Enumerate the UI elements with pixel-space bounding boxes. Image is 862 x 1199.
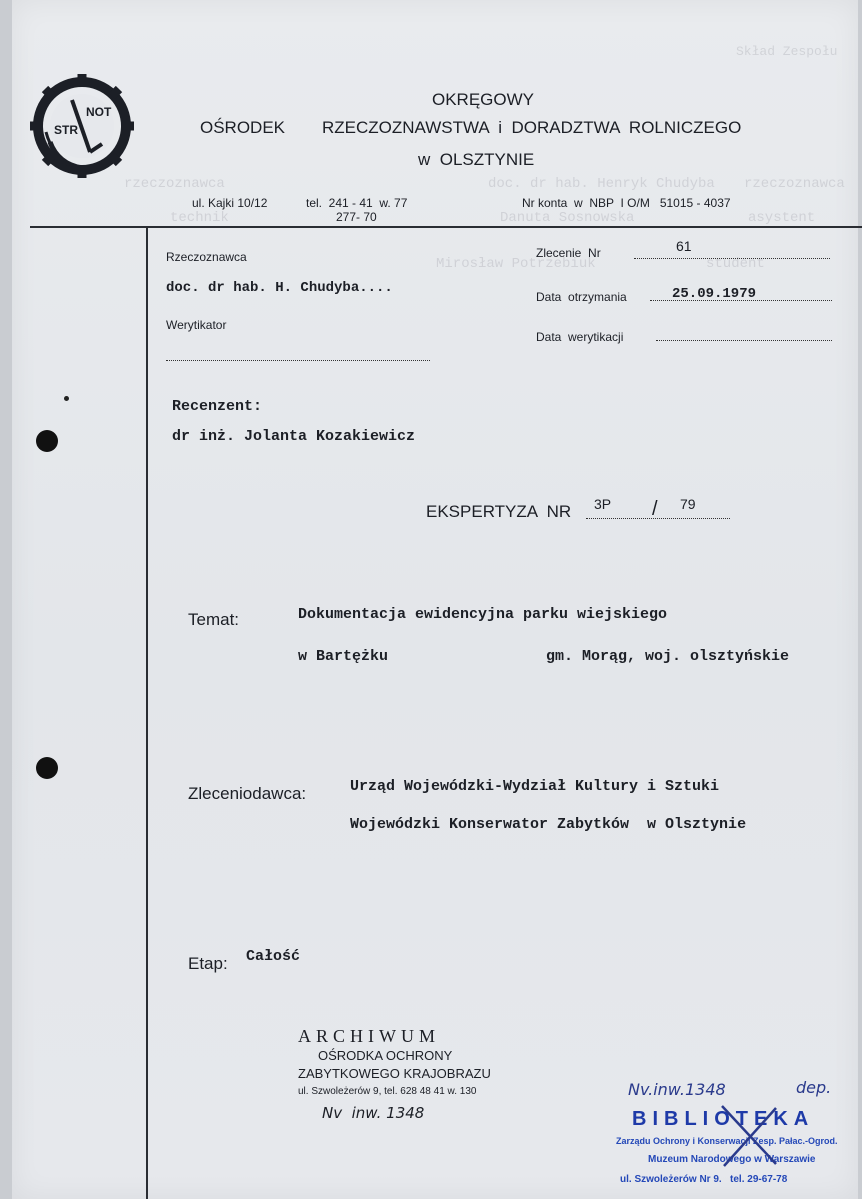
header-bank-account: Nr konta w NBP I O/M 51015 - 4037 [522, 196, 731, 210]
punch-hole-bottom [36, 757, 58, 779]
header-title-line1: OKRĘGOWY [432, 90, 535, 109]
library-stamp-line2: Muzeum Narodowego w Warszawie [648, 1154, 816, 1165]
library-handwritten-inventory: Nv.inw.1348 [628, 1080, 726, 1099]
not-str-logo [28, 72, 136, 180]
topic-line2-left: w Bartężku [298, 648, 389, 665]
received-date-label: Data otrzymania [536, 290, 627, 304]
topic-label: Temat: [188, 610, 240, 629]
logo-text-str: STR [54, 123, 78, 137]
archive-stamp-line3: ul. Szwoleżerów 9, tel. 628 48 41 w. 130 [298, 1086, 477, 1097]
expertise-label: EKSPERTYZA NR [426, 502, 572, 521]
header-title-line2-right: RZECZOZNAWSTWA i DORADZTWA ROLNICZEGO [322, 118, 742, 137]
header-title-line3: w OLSZTYNIE [418, 150, 535, 169]
order-number-label: Zlecenie Nr [536, 246, 601, 260]
client-line2: Wojewódzki Konserwator Zabytków w Olsztynie [350, 816, 747, 833]
header-title-line2-left: OŚRODEK [200, 118, 286, 137]
ghost-text-row2-right: asystent [748, 210, 816, 226]
received-date-value: 25.09.1979 [672, 286, 757, 302]
topic-line2-right: gm. Morąg, woj. olsztyńskie [546, 648, 790, 665]
verifier-value-line [166, 348, 430, 361]
margin-line [146, 228, 148, 1199]
reviewer-label: Recenzent: [172, 398, 263, 415]
stage-label: Etap: [188, 954, 228, 973]
library-handwritten-dep: dep. [796, 1078, 832, 1097]
expert-value: doc. dr hab. H. Chudyba.... [166, 280, 393, 296]
expertise-year: 79 [680, 496, 696, 512]
library-stamp-cross-mark [714, 1100, 784, 1170]
header-address: ul. Kajki 10/12 [192, 196, 268, 210]
archive-stamp-line1: OŚRODKA OCHRONY [318, 1048, 453, 1063]
logo-text-not: NOT [86, 105, 112, 119]
topic-line1: Dokumentacja ewidencyjna parku wiejskiego [298, 606, 668, 623]
header-divider [30, 226, 862, 228]
ghost-text-row2-mid: Danuta Sosnowska [500, 210, 635, 226]
punch-hole-top [36, 430, 58, 452]
verifier-label: Werytikator [166, 318, 227, 332]
library-stamp-title: BIBLIOTEKA [632, 1108, 815, 1130]
ghost-text-row2-left: technik [170, 210, 229, 226]
archive-handwritten-inventory: Nv inw. 1348 [322, 1104, 425, 1122]
ghost-text-row3-left: student [706, 256, 765, 272]
library-stamp [614, 1096, 854, 1192]
verification-date-label: Data werytikacji [536, 330, 624, 344]
client-line1: Urząd Wojewódzki-Wydział Kultury i Sztuki [350, 778, 720, 795]
expert-label: Rzeczoznawca [166, 250, 247, 264]
library-stamp-line3: ul. Szwoleżerów Nr 9. tel. 29-67-78 [620, 1174, 788, 1185]
expertise-number: 3P [594, 496, 612, 512]
order-number-value: 61 [676, 238, 692, 254]
ghost-text-row3-mid: Mirosław Potrzebiuk [436, 256, 596, 272]
library-stamp-line1: Zarządu Ochrony i Konserwacji Zesp. Pałac.-Ogrod. [616, 1136, 838, 1146]
header-phone: tel. 241 - 41 w. 77 [306, 196, 408, 210]
reviewer-name: dr inż. Jolanta Kozakiewicz [172, 428, 416, 445]
expertise-separator: / [652, 498, 658, 520]
client-label: Zleceniodawca: [188, 784, 307, 803]
ghost-text-row1-right: rzeczoznawca [744, 176, 845, 192]
archive-stamp-line2: ZABYTKOWEGO KRAJOBRAZU [298, 1066, 491, 1081]
speck-mark [64, 396, 69, 401]
ghost-text-row1-left: rzeczoznawca [124, 176, 225, 192]
verification-date-line [656, 326, 832, 341]
archive-stamp-title: ARCHIWUM [298, 1026, 440, 1046]
stage-value: Całość [246, 948, 301, 965]
ghost-text-row1-mid: doc. dr hab. Henryk Chudyba [488, 176, 715, 192]
ghost-text-top-right: Skład Zespołu [736, 44, 838, 59]
header-phone-2: 277- 70 [336, 210, 377, 224]
order-number-line [634, 244, 830, 259]
